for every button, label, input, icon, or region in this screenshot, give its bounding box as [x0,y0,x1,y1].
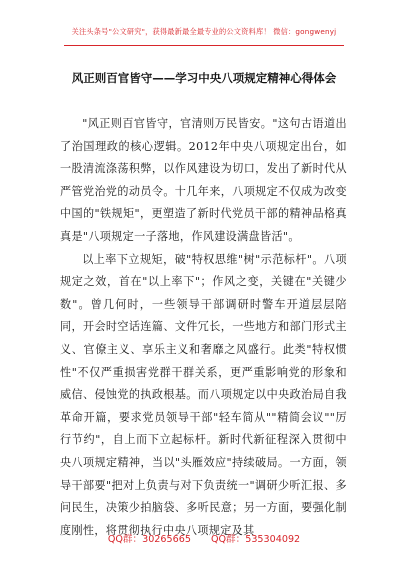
footer [0,531,408,545]
paragraph-2: 以上率下立规矩，破"特权思维"树"示范标杆"。八项规定之效，首在"以上率下"；作风之变，关键在"关键少数"。曾几何时，一些领导干部调研时警车开道层层陪同，开会时空话连篇、文件冗长，一些地方和部门形式主义、官僚主义、享乐主义和奢靡之风盛行。此类"特权惯性"不仅严重损害党群干群关系，更严重影响党的形象和威信、侵蚀党的执政根基。而八项规定以中央政治局自我革命开篇，要求党员领导干部"轻车简从""精简会议""厉行节约"，自上而下立起标杆。新时代新征程深入贯彻中央八项规定精神，当以"头雁效应"持续破局。一方面，领导干部要"把对上负责与对下负责统一"调研少听汇报、多问民生，决策少拍脑袋、多听民意；另一方面，要强化制度刚性，将贯彻执行中央八项规定及其 [60,252,347,537]
document-title: 风正则百官皆守——学习中央八项规定精神心得体会 [71,71,337,85]
paragraph-1: "风正则百官皆守，官清则万民皆安。"这句古语道出了治国理政的核心逻辑。2012年中央八项规定出台，如一股清流涤荡积弊，以作风建设为切口，发出了新时代从严管党治党的动员令。十几年来，八项规定不仅成为改变中国的"铁规矩"，更塑造了新时代党员干部的精神品格真真是"八项规定一子落地，作风建设满盘皆活"。 [60,117,347,243]
footer-qq-group-2: QQ群：535304092 [210,534,301,545]
document-body [60,113,347,542]
header-divider [64,45,344,46]
header-note: 关注头条号"公文研究"，获得最新最全最专业的公文资料库！ 微信：gongwenyj [71,27,337,36]
footer-qq-group-1: QQ群：30265665 [107,534,191,545]
